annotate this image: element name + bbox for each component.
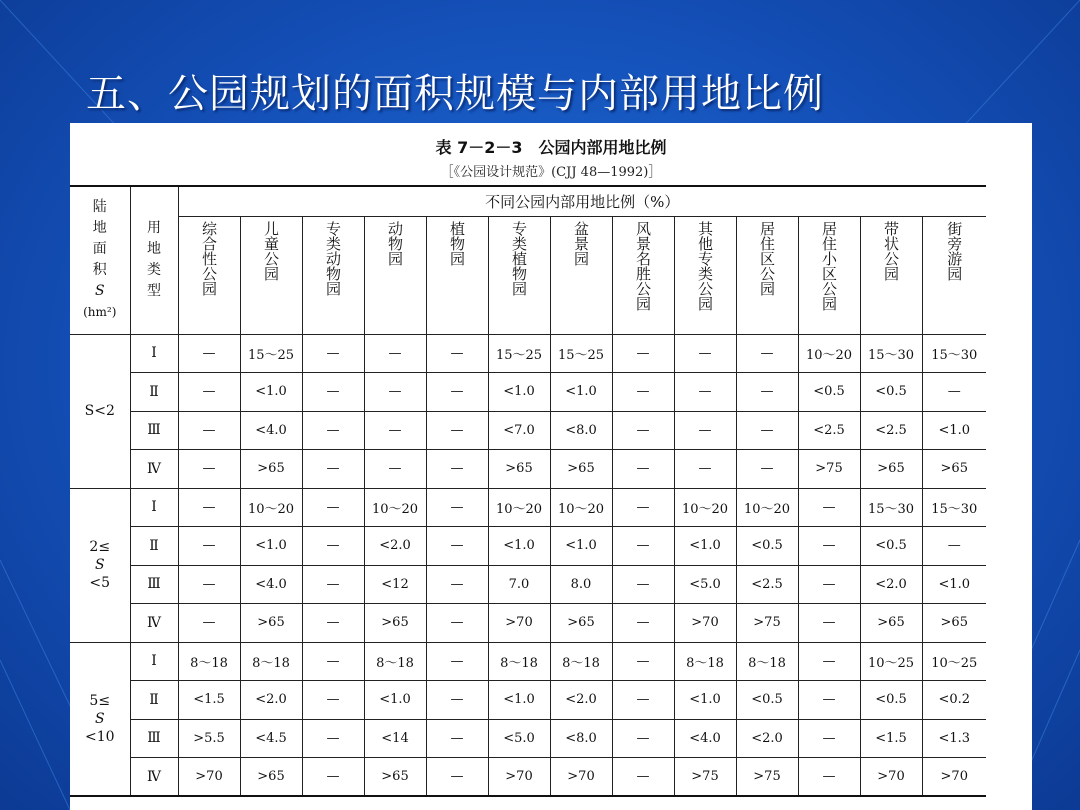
- table-row: [70, 411, 986, 450]
- ratio-cell: >70: [488, 604, 550, 643]
- ratio-cell: <2.0: [736, 719, 798, 758]
- area-range-line: 5≤: [89, 692, 111, 709]
- ratio-cell: <0.5: [860, 527, 922, 566]
- ratio-cell: >65: [240, 604, 302, 643]
- table-row: [70, 450, 986, 489]
- table-row: [70, 488, 986, 527]
- ratio-cell: <2.0: [240, 681, 302, 720]
- ratio-cell: <5.0: [674, 565, 736, 604]
- header-group: 不同公园内部用地比例（%）: [178, 186, 986, 216]
- ratio-cell: <8.0: [550, 719, 612, 758]
- ratio-cell: <1.0: [922, 411, 986, 450]
- ratio-cell: 15～30: [922, 488, 986, 527]
- ratio-cell: —: [178, 565, 240, 604]
- ratio-cell: >70: [550, 758, 612, 797]
- park-type-label: 街旁游园: [945, 220, 964, 281]
- ratio-cell: <5.0: [488, 719, 550, 758]
- park-type-header: [488, 216, 550, 334]
- park-type-header: [364, 216, 426, 334]
- park-type-label: 专类植物园: [510, 220, 528, 296]
- ratio-cell: >70: [178, 758, 240, 797]
- ratio-cell: <0.5: [860, 373, 922, 412]
- table-row: [70, 565, 986, 604]
- ratio-cell: —: [364, 450, 426, 489]
- land-use-type-cell: Ⅰ: [130, 642, 178, 681]
- ratio-cell: —: [302, 450, 364, 489]
- ratio-cell: <1.0: [488, 373, 550, 412]
- header-area-line: 面: [92, 241, 107, 258]
- ratio-cell: >65: [860, 604, 922, 643]
- area-range-cell: [70, 488, 130, 642]
- ratio-cell: —: [426, 334, 488, 373]
- header-area-line: 地: [92, 220, 107, 237]
- ratio-cell: —: [426, 488, 488, 527]
- land-use-type-cell: Ⅳ: [130, 758, 178, 797]
- park-type-label: 专类动物园: [324, 220, 342, 296]
- park-type-header: [426, 216, 488, 334]
- ratio-cell: >65: [364, 758, 426, 797]
- park-type-label: 带状公园: [882, 220, 900, 281]
- area-range-line: S: [94, 557, 105, 573]
- ratio-cell: <1.0: [240, 373, 302, 412]
- park-type-header: [240, 216, 302, 334]
- ratio-cell: >65: [488, 450, 550, 489]
- ratio-cell: —: [178, 527, 240, 566]
- ratio-cell: —: [178, 604, 240, 643]
- ratio-cell: <0.5: [736, 527, 798, 566]
- ratio-cell: —: [612, 642, 674, 681]
- ratio-cell: <1.5: [860, 719, 922, 758]
- table-sheet: [70, 123, 1032, 810]
- ratio-cell: —: [922, 373, 986, 412]
- ratio-cell: —: [364, 373, 426, 412]
- ratio-cell: <1.3: [922, 719, 986, 758]
- ratio-cell: —: [798, 642, 860, 681]
- ratio-cell: <2.0: [364, 527, 426, 566]
- park-type-header: [302, 216, 364, 334]
- ratio-cell: >65: [550, 604, 612, 643]
- ratio-cell: —: [612, 565, 674, 604]
- ratio-cell: —: [736, 373, 798, 412]
- ratio-cell: >75: [736, 604, 798, 643]
- ratio-cell: <8.0: [550, 411, 612, 450]
- park-type-header: [860, 216, 922, 334]
- ratio-cell: —: [178, 450, 240, 489]
- ratio-cell: <1.0: [674, 681, 736, 720]
- ratio-cell: 10～20: [240, 488, 302, 527]
- header-type-line: 用: [147, 220, 161, 237]
- area-range-line: S<2: [84, 403, 115, 419]
- ratio-cell: —: [612, 681, 674, 720]
- ratio-cell: <4.0: [240, 565, 302, 604]
- ratio-cell: >70: [488, 758, 550, 797]
- ratio-cell: —: [302, 488, 364, 527]
- ratio-cell: —: [302, 411, 364, 450]
- ratio-cell: —: [302, 719, 364, 758]
- ratio-cell: —: [364, 411, 426, 450]
- park-type-header: [550, 216, 612, 334]
- ratio-cell: 7.0: [488, 565, 550, 604]
- ratio-cell: —: [922, 527, 986, 566]
- ratio-cell: —: [674, 334, 736, 373]
- ratio-cell: —: [426, 642, 488, 681]
- ratio-cell: —: [302, 373, 364, 412]
- ratio-cell: <1.0: [922, 565, 986, 604]
- ratio-cell: >75: [674, 758, 736, 797]
- ratio-cell: 10～20: [798, 334, 860, 373]
- ratio-cell: <0.5: [798, 373, 860, 412]
- ratio-cell: <1.0: [550, 527, 612, 566]
- ratio-cell: —: [798, 758, 860, 797]
- ratio-cell: >65: [922, 450, 986, 489]
- land-use-type-cell: Ⅲ: [130, 719, 178, 758]
- ratio-cell: >70: [674, 604, 736, 643]
- ratio-cell: —: [798, 681, 860, 720]
- park-type-header: [612, 216, 674, 334]
- ratio-cell: 15～30: [860, 488, 922, 527]
- park-type-header: [736, 216, 798, 334]
- ratio-cell: 10～20: [736, 488, 798, 527]
- park-type-label: 综合性公园: [200, 220, 218, 296]
- ratio-cell: 15～25: [240, 334, 302, 373]
- ratio-cell: —: [426, 681, 488, 720]
- ratio-cell: <4.0: [674, 719, 736, 758]
- park-type-header: [178, 216, 240, 334]
- table-row: [70, 758, 986, 797]
- ratio-cell: —: [798, 488, 860, 527]
- ratio-cell: —: [302, 604, 364, 643]
- ratio-cell: 10～25: [860, 642, 922, 681]
- ratio-cell: —: [612, 373, 674, 412]
- header-area-line: S: [94, 283, 105, 300]
- table-row: [70, 642, 986, 681]
- ratio-cell: —: [674, 411, 736, 450]
- ratio-cell: 15～30: [922, 334, 986, 373]
- ratio-cell: 10～20: [488, 488, 550, 527]
- area-range-cell: [70, 642, 130, 796]
- ratio-cell: —: [798, 604, 860, 643]
- park-type-label: 盆景园: [572, 220, 590, 266]
- park-type-label: 植物园: [448, 220, 466, 266]
- table-row: [70, 373, 986, 412]
- area-range-cell: [70, 334, 130, 488]
- ratio-cell: 8.0: [550, 565, 612, 604]
- ratio-cell: —: [302, 565, 364, 604]
- ratio-cell: <0.2: [922, 681, 986, 720]
- ratio-cell: —: [426, 450, 488, 489]
- park-type-label: 居住小区公园: [820, 220, 838, 311]
- ratio-cell: —: [612, 604, 674, 643]
- ratio-cell: —: [798, 527, 860, 566]
- area-range-line: <5: [89, 575, 111, 591]
- ratio-cell: —: [364, 334, 426, 373]
- ratio-cell: <7.0: [488, 411, 550, 450]
- ratio-cell: 8～18: [364, 642, 426, 681]
- ratio-cell: —: [736, 411, 798, 450]
- table-row: [70, 527, 986, 566]
- ratio-cell: —: [798, 565, 860, 604]
- ratio-cell: —: [612, 488, 674, 527]
- ratio-cell: <14: [364, 719, 426, 758]
- ratio-cell: <2.5: [798, 411, 860, 450]
- ratio-cell: >75: [798, 450, 860, 489]
- ratio-cell: <4.0: [240, 411, 302, 450]
- ratio-cell: —: [426, 411, 488, 450]
- table-row: [70, 719, 986, 758]
- ratio-cell: 8～18: [736, 642, 798, 681]
- ratio-cell: —: [302, 681, 364, 720]
- ratio-cell: —: [674, 373, 736, 412]
- ratio-cell: <2.0: [860, 565, 922, 604]
- ratio-cell: —: [426, 565, 488, 604]
- ratio-cell: 10～20: [674, 488, 736, 527]
- ratio-cell: >70: [860, 758, 922, 797]
- ratio-cell: <12: [364, 565, 426, 604]
- ratio-cell: <1.5: [178, 681, 240, 720]
- ratio-cell: >65: [240, 758, 302, 797]
- land-use-type-cell: Ⅱ: [130, 681, 178, 720]
- header-area-label: [70, 197, 130, 323]
- ratio-cell: 10～20: [550, 488, 612, 527]
- ratio-cell: —: [612, 527, 674, 566]
- ratio-cell: —: [178, 334, 240, 373]
- ratio-cell: <1.0: [488, 527, 550, 566]
- ratio-cell: >65: [550, 450, 612, 489]
- land-use-type-cell: Ⅲ: [130, 565, 178, 604]
- header-type-label: [131, 218, 178, 302]
- ratio-cell: >75: [736, 758, 798, 797]
- ratio-cell: 8～18: [674, 642, 736, 681]
- table-row: [70, 681, 986, 720]
- ratio-cell: —: [302, 642, 364, 681]
- header-type-line: 地: [147, 241, 161, 258]
- ratio-cell: 8～18: [240, 642, 302, 681]
- table-title: 表 7－2－3 公园内部用地比例: [435, 138, 667, 157]
- ratio-cell: <1.0: [488, 681, 550, 720]
- ratio-cell: —: [302, 334, 364, 373]
- ratio-cell: 10～20: [364, 488, 426, 527]
- ratio-cell: 8～18: [178, 642, 240, 681]
- park-type-label: 动物园: [386, 220, 404, 266]
- ratio-cell: >65: [364, 604, 426, 643]
- ratio-cell: —: [426, 719, 488, 758]
- ratio-cell: <1.0: [240, 527, 302, 566]
- ratio-cell: <2.5: [860, 411, 922, 450]
- area-range-line: S: [94, 710, 105, 727]
- header-area: [70, 186, 130, 334]
- ratio-cell: 10～25: [922, 642, 986, 681]
- ratio-cell: —: [612, 450, 674, 489]
- ratio-cell: >65: [860, 450, 922, 489]
- park-type-header: [922, 216, 986, 334]
- park-type-label: 居住区公园: [758, 220, 776, 296]
- header-land-use-type: [130, 186, 178, 334]
- header-area-line: (hm²): [83, 305, 117, 320]
- ratio-cell: 15～30: [860, 334, 922, 373]
- table-source: ［《公园设计规范》(CJJ 48—1992)］: [440, 165, 662, 180]
- slide-title: 五、公园规划的面积规模与内部用地比例: [86, 71, 824, 117]
- header-type-line: 类: [147, 262, 161, 279]
- table-row: [70, 604, 986, 643]
- ratio-cell: —: [426, 373, 488, 412]
- ratio-cell: <0.5: [860, 681, 922, 720]
- land-use-type-cell: Ⅱ: [130, 373, 178, 412]
- header-type-line: 型: [147, 283, 161, 300]
- table-row: [70, 334, 986, 373]
- area-range-line: <10: [84, 728, 115, 745]
- ratio-cell: —: [736, 334, 798, 373]
- area-range-line: 2≤: [89, 539, 111, 555]
- ratio-cell: —: [736, 450, 798, 489]
- ratio-cell: —: [178, 373, 240, 412]
- header-area-line: 陆: [92, 199, 107, 216]
- ratio-cell: 15～25: [550, 334, 612, 373]
- ratio-cell: —: [798, 719, 860, 758]
- ratio-cell: >65: [922, 604, 986, 643]
- park-type-header: [674, 216, 736, 334]
- land-use-type-cell: Ⅰ: [130, 334, 178, 373]
- ratio-cell: —: [612, 411, 674, 450]
- ratio-cell: <2.5: [736, 565, 798, 604]
- ratio-cell: —: [612, 719, 674, 758]
- land-use-type-cell: Ⅳ: [130, 450, 178, 489]
- ratio-cell: >70: [922, 758, 986, 797]
- ratio-cell: >5.5: [178, 719, 240, 758]
- park-type-header: [798, 216, 860, 334]
- ratio-cell: —: [302, 527, 364, 566]
- park-type-label: 儿童公园: [262, 220, 280, 281]
- ratio-cell: <4.5: [240, 719, 302, 758]
- land-use-ratio-table: [70, 185, 986, 797]
- ratio-cell: —: [426, 604, 488, 643]
- ratio-cell: <1.0: [364, 681, 426, 720]
- ratio-cell: —: [612, 334, 674, 373]
- park-type-label: 其他专类公园: [696, 220, 714, 311]
- ratio-cell: <2.0: [550, 681, 612, 720]
- ratio-cell: —: [302, 758, 364, 797]
- land-use-type-cell: Ⅰ: [130, 488, 178, 527]
- ratio-cell: 8～18: [550, 642, 612, 681]
- ratio-cell: —: [178, 411, 240, 450]
- park-type-label: 风景名胜公园: [634, 220, 652, 311]
- ratio-cell: 15～25: [488, 334, 550, 373]
- ratio-cell: —: [612, 758, 674, 797]
- ratio-cell: —: [426, 758, 488, 797]
- land-use-type-cell: Ⅲ: [130, 411, 178, 450]
- ratio-cell: >65: [240, 450, 302, 489]
- ratio-cell: 8～18: [488, 642, 550, 681]
- ratio-cell: <1.0: [674, 527, 736, 566]
- land-use-type-cell: Ⅱ: [130, 527, 178, 566]
- ratio-cell: <0.5: [736, 681, 798, 720]
- ratio-cell: —: [426, 527, 488, 566]
- ratio-cell: —: [178, 488, 240, 527]
- header-area-line: 积: [92, 262, 107, 279]
- ratio-cell: —: [674, 450, 736, 489]
- land-use-type-cell: Ⅳ: [130, 604, 178, 643]
- ratio-cell: <1.0: [550, 373, 612, 412]
